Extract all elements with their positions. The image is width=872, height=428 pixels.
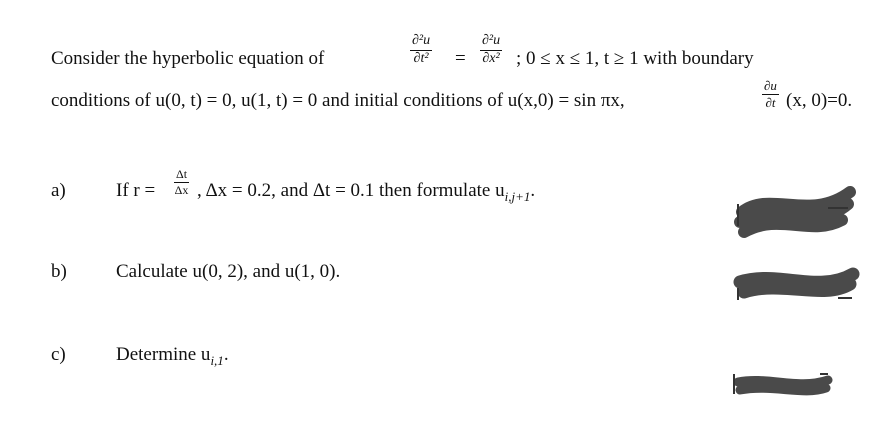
intro-line2-end: (x, 0)=0. <box>786 90 853 111</box>
eq-rhs-denominator: ∂x² <box>482 51 500 66</box>
part-a-subscript: i,j+1 <box>504 188 531 204</box>
part-a-end: . <box>530 180 536 201</box>
part-a-prefix: If r = <box>116 180 156 201</box>
part-b-label: b) <box>51 261 67 282</box>
intro-line2-main: conditions of u(0, t) = 0, u(1, t) = 0 and initial conditions of u(x,0) = sin πx, <box>51 90 625 111</box>
part-c-subscript: i,1 <box>210 352 224 368</box>
eq-lhs-numerator: ∂²u <box>410 34 432 51</box>
part-a-suffix-text: , Δx = 0.2, and Δt = 0.1 then formulate u <box>197 180 505 201</box>
eq-lhs-fraction <box>410 34 432 66</box>
deriv-fraction <box>762 79 779 109</box>
part-b-text: Calculate u(0, 2), and u(1, 0). <box>116 261 341 282</box>
part-c-text <box>116 345 229 367</box>
eq-rhs-fraction <box>480 34 502 66</box>
eq-lhs-denominator: ∂t² <box>413 51 429 66</box>
part-a-frac-den: Δx <box>174 183 189 197</box>
redaction-scribble-b <box>728 262 863 307</box>
redaction-scribble-a <box>730 182 860 242</box>
redaction-scribble-c <box>728 368 838 400</box>
part-c-label: c) <box>51 344 66 365</box>
eq-rhs-numerator: ∂²u <box>480 34 502 51</box>
intro-line1-suffix: ; 0 ≤ x ≤ 1, t ≥ 1 with boundary <box>516 48 754 69</box>
part-a-suffix <box>197 181 535 203</box>
part-c-end: . <box>223 344 229 365</box>
part-a-frac-num: Δt <box>176 167 188 181</box>
intro-line1-prefix: Consider the hyperbolic equation of <box>51 48 325 69</box>
part-a-fraction <box>174 168 189 196</box>
deriv-numerator: ∂u <box>764 78 777 93</box>
deriv-denominator: ∂t <box>765 95 776 110</box>
part-a-label: a) <box>51 180 66 201</box>
eq-equals: = <box>455 48 466 69</box>
part-c-prefix: Determine u <box>116 344 211 365</box>
